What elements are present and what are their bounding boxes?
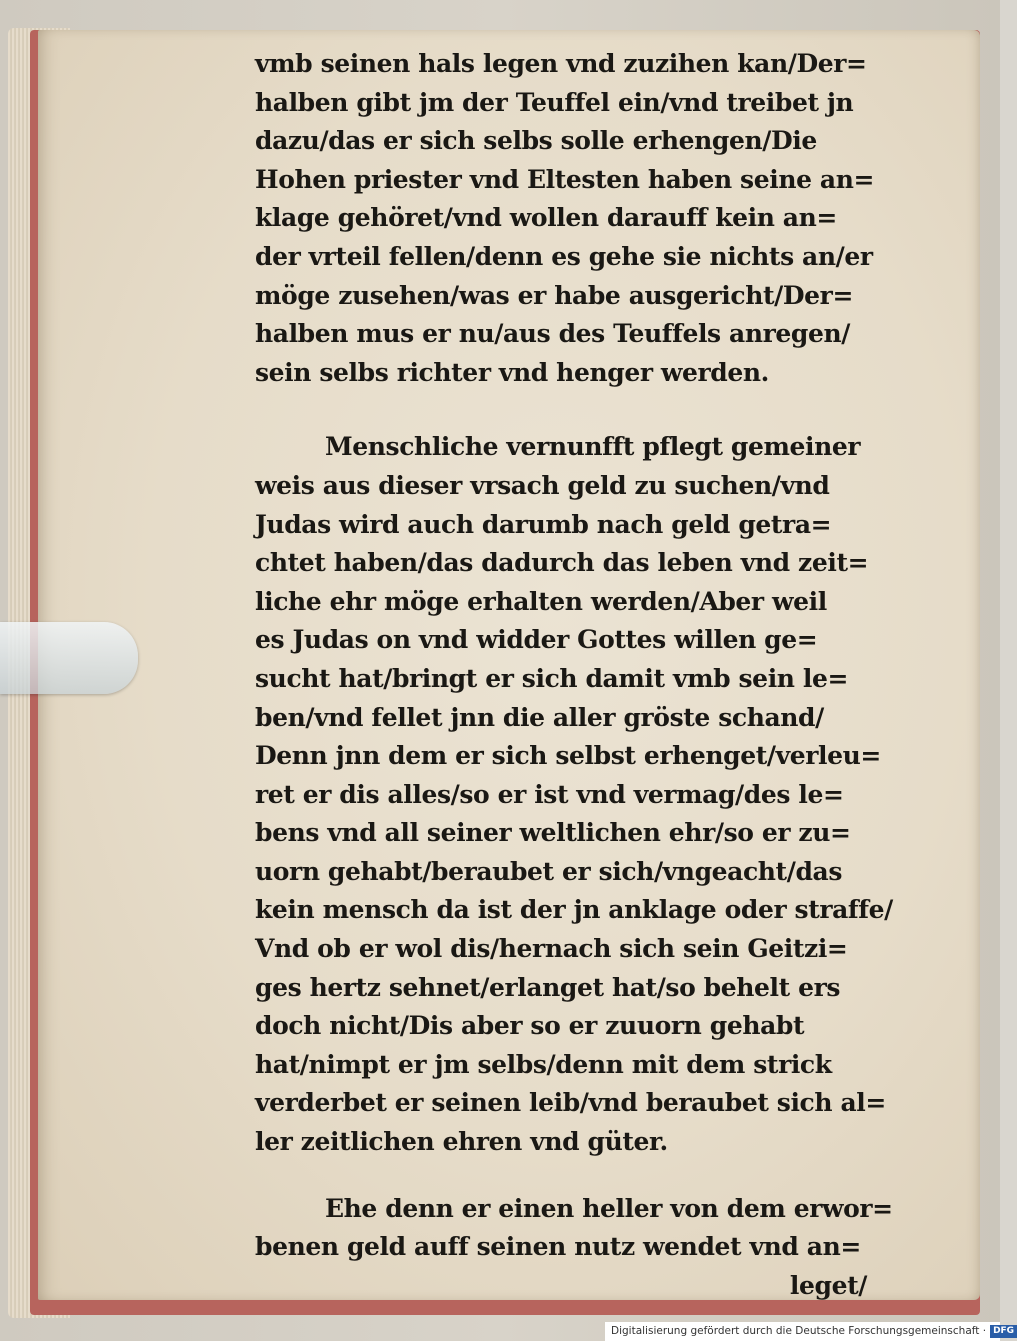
text-line: Vnd ob er wol dis/hernach sich sein Geitzi= (255, 934, 848, 964)
text-line: klage gehöret/vnd wollen darauff kein an= (255, 203, 837, 233)
text-line: dazu/das er sich selbs solle erhengen/Die (255, 126, 817, 156)
text-line: sein selbs richter vnd henger werden. (255, 357, 769, 387)
credit-text: Digitalisierung gefördert durch die Deutsche Forschungsgemeinschaft · (611, 1325, 987, 1337)
text-line: uorn gehabt/beraubet er sich/vngeacht/das (255, 856, 842, 886)
page-text-block (255, 45, 893, 1305)
text-line: hat/nimpt er jm selbs/denn mit dem strick (255, 1049, 832, 1079)
text-line: Denn jnn dem er sich selbst erhenget/verleu= (255, 741, 881, 771)
text-line: kein mensch da ist der jn anklage oder straffe/ (255, 895, 893, 925)
text-line: doch nicht/Dis aber so er zuuorn gehabt (255, 1011, 805, 1041)
catchword: leget/ (789, 1270, 867, 1300)
text-line: ges hertz sehnet/erlanget hat/so behelt ers (255, 972, 841, 1002)
text-line: ben/vnd fellet jnn die aller gröste schand/ (255, 702, 824, 732)
text-line: vmb seinen hals legen vnd zuzihen kan/Der= (255, 49, 867, 78)
text-line: möge zusehen/was er habe ausgericht/Der= (255, 280, 853, 310)
paragraph-gap (255, 1162, 875, 1190)
text-line: Menschliche vernunfft pflegt gemeiner (325, 432, 861, 462)
text-line: liche ehr möge erhalten werden/Aber weil (255, 586, 827, 616)
text-line: es Judas on vnd widder Gottes willen ge= (255, 625, 818, 655)
text-line: halben gibt jm der Teuffel ein/vnd treibet jn (255, 87, 854, 117)
dfg-logo: DFG (990, 1325, 1017, 1338)
plastic-clip-tab (0, 622, 138, 694)
text-line: ret er dis alles/so er ist vnd vermag/des le= (255, 779, 844, 809)
text-line: chtet haben/das dadurch das leben vnd zeit= (255, 548, 869, 578)
text-line: Hohen priester vnd Eltesten haben seine an= (255, 164, 875, 194)
text-line: halben mus er nu/aus des Teuffels anregen/ (255, 319, 850, 349)
text-line: ler zeitlichen ehren vnd güter. (255, 1127, 668, 1157)
text-line: Judas wird auch darumb nach geld getra= (255, 509, 832, 539)
digitization-credit (605, 1322, 1015, 1341)
paragraph-gap (255, 392, 875, 428)
text-line: Ehe denn er einen heller von dem erwor= (325, 1193, 893, 1223)
text-line: bens vnd all seiner weltlichen ehr/so er zu= (255, 818, 851, 848)
text-line: weis aus dieser vrsach geld zu suchen/vnd (255, 470, 830, 500)
text-line: benen geld auff seinen nutz wendet vnd an= (255, 1232, 861, 1262)
text-line: der vrteil fellen/denn es gehe sie nichts an/er (255, 241, 873, 271)
text-line: sucht hat/bringt er sich damit vmb sein le= (255, 663, 849, 693)
text-line: verderbet er seinen leib/vnd beraubet sich al= (255, 1088, 886, 1118)
